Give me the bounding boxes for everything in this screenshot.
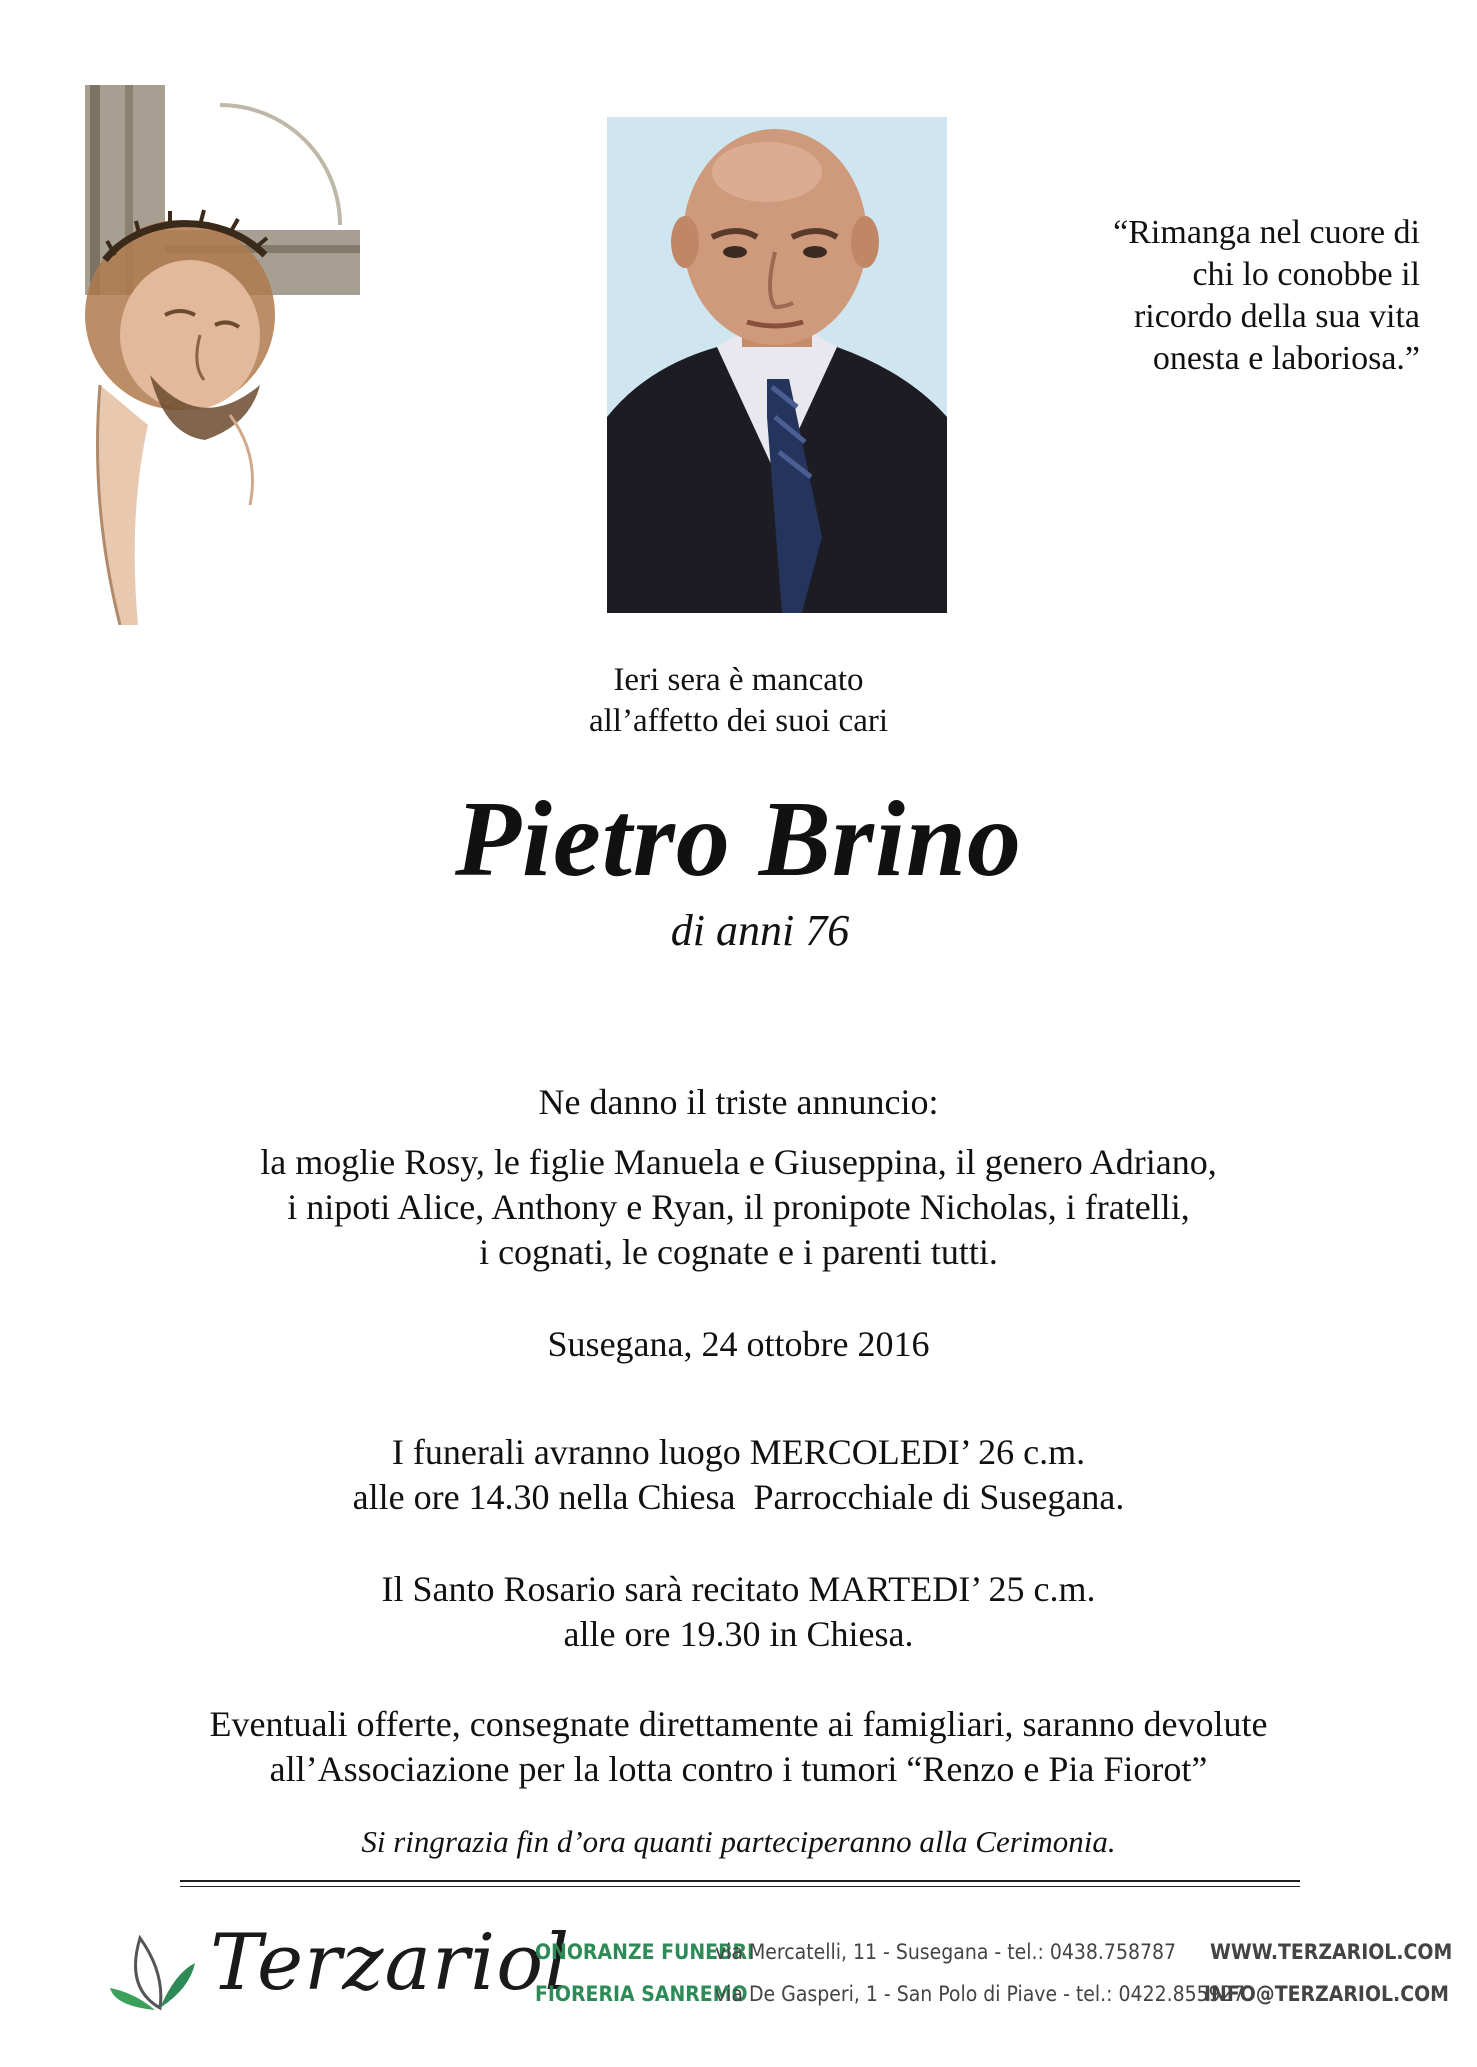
portrait-image (607, 117, 947, 613)
family-list (0, 1140, 1477, 1275)
website-link[interactable]: WWW.TERZARIOL.COM (1210, 1940, 1453, 1964)
quote-line: chi lo conobbe il (1192, 256, 1420, 293)
family-line: i cognati, le cognate e i parenti tutti. (479, 1232, 998, 1272)
funeral-line-2: alle ore 14.30 nella Chiesa Parrocchiale di Susegana. (352, 1477, 1125, 1517)
family-line: la moglie Rosy, le figlie Manuela e Giuseppina, il genero Adriano, (260, 1142, 1217, 1182)
leaf-logo-icon (105, 1918, 205, 2018)
announcement-heading: Ne danno il triste annuncio: (538, 1082, 939, 1122)
address-san-polo: via De Gasperi, 1 - San Polo di Piave - tel.: 0422.855927 (715, 1982, 1245, 2006)
email-link[interactable]: INFO@TERZARIOL.COM (1204, 1982, 1449, 2006)
address-susegana: via Mercatelli, 11 - Susegana - tel.: 0438.758787 (715, 1940, 1177, 1964)
family-line: i nipoti Alice, Anthony e Ryan, il pronipote Nicholas, i fratelli, (287, 1187, 1190, 1227)
rosary-line-1: Il Santo Rosario sarà recitato MARTEDI’ 25 c.m. (381, 1569, 1096, 1609)
company-logo-text: Terzariol (210, 1918, 571, 2008)
offerings-line-1: Eventuali offerte, consegnate direttamente ai famigliari, saranno devolute (209, 1704, 1268, 1744)
memorial-quote (1000, 212, 1420, 380)
rosary-info (0, 1567, 1477, 1657)
thanks-note: Si ringrazia fin d’ora quanti parteciperanno alla Cerimonia. (361, 1824, 1116, 1859)
intro-line-2: all’affetto dei suoi cari (588, 703, 888, 739)
service-label-funeral: ONORANZE FUNEBRI (535, 1940, 755, 1964)
quote-line: ricordo della sua vita (1133, 298, 1420, 335)
portrait-photo (607, 117, 947, 613)
deceased-age: di anni 76 (670, 906, 850, 955)
quote-line: “Rimanga nel cuore di (1113, 214, 1420, 251)
divider (180, 1886, 1300, 1887)
deceased-name: Pietro Brino (454, 780, 1023, 899)
rosary-line-2: alle ore 19.30 in Chiesa. (563, 1614, 914, 1654)
divider (180, 1880, 1300, 1882)
funeral-line-1: I funerali avranno luogo MERCOLEDI’ 26 c.m. (391, 1432, 1086, 1472)
quote-line: onesta e laboriosa.” (1152, 340, 1420, 377)
place-date: Susegana, 24 ottobre 2016 (547, 1324, 930, 1364)
service-label-florist: FIORERIA SANREMO (535, 1982, 748, 2006)
funeral-info (0, 1430, 1477, 1520)
intro-text (0, 660, 1477, 742)
crucifix-illustration (70, 85, 370, 625)
offerings-info (0, 1702, 1477, 1792)
offerings-line-2: all’Associazione per la lotta contro i tumori “Renzo e Pia Fiorot” (269, 1749, 1208, 1789)
intro-line-1: Ieri sera è mancato (613, 662, 864, 698)
